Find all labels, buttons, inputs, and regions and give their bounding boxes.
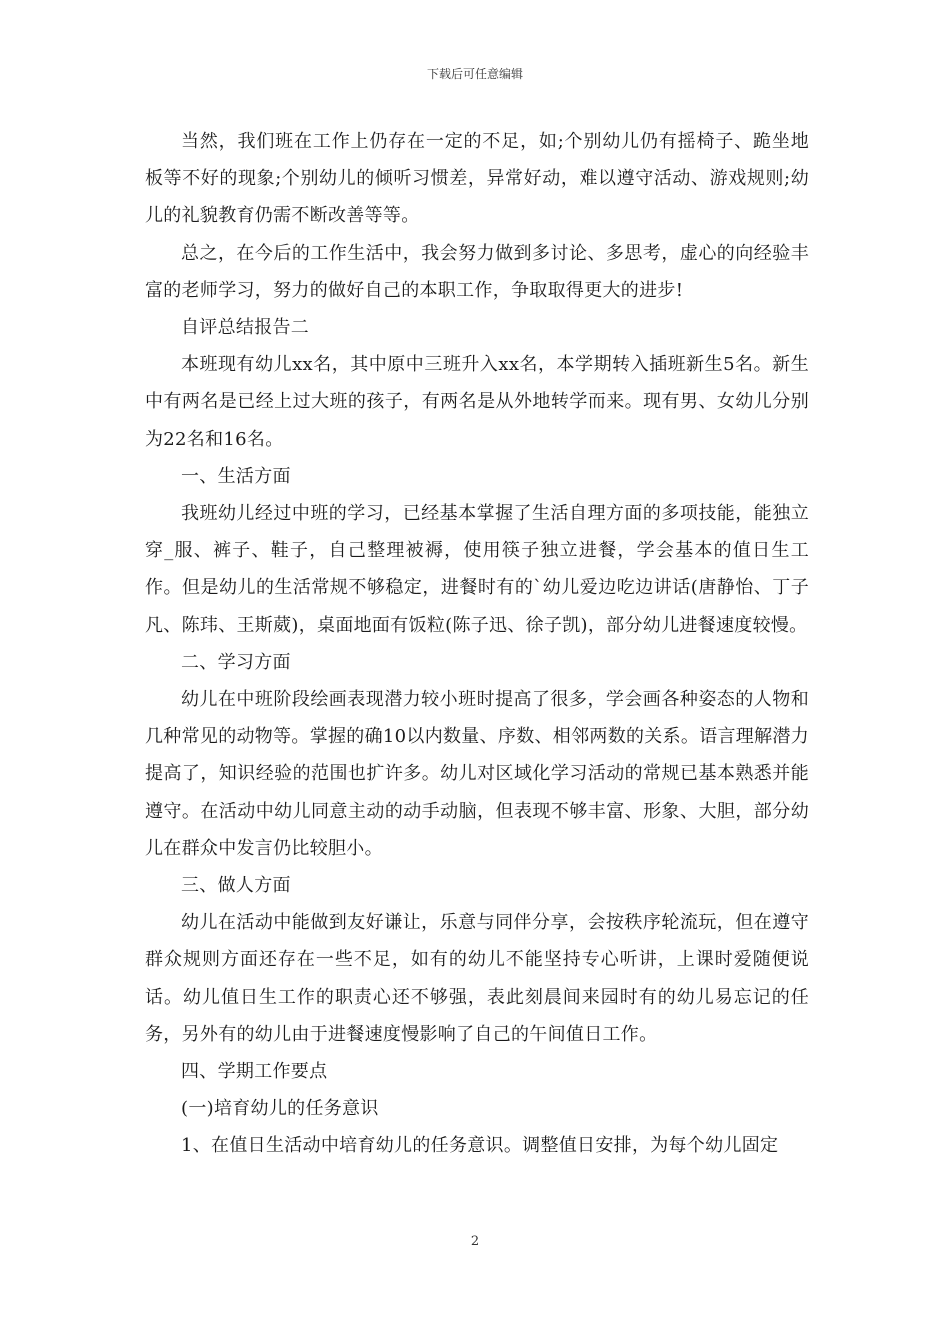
paragraph-life: 我班幼儿经过中班的学习，已经基本掌握了生活自理方面的多项技能，能独立穿_服、裤子、鞋子，自己整理被褥，使用筷子独立进餐，学会基本的值日生工作。但是幼儿的生活常规不够稳定，进餐时有的`幼儿爱边吃边讲话(唐静怡、丁子凡、陈玮、王斯葳)，桌面地面有饭粒(陈子迅、徐子凯)，部分幼儿进餐速度较慢。 — [145, 503, 809, 636]
heading-study: 二、学习方面 — [181, 651, 291, 673]
heading-work-points: 四、学期工作要点 — [181, 1061, 328, 1083]
heading-behavior: 三、做人方面 — [181, 875, 291, 897]
paragraph-study: 幼儿在中班阶段绘画表现潜力较小班时提高了很多，学会画各种姿态的人物和几种常见的动物等。掌握的确10以内数量、序数、相邻两数的关系。语言理解潜力提高了，知识经验的范围也扩许多。幼儿对区域化学习活动的常规已基本熟悉并能遵守。在活动中幼儿同意主动的动手动脑，但表现不够丰富、形象、大胆，部分幼儿在群众中发言仍比较胆小。 — [145, 689, 810, 859]
page-number: 2 — [470, 1234, 480, 1249]
paragraph-class-overview: 本班现有幼儿xx名，其中原中三班升入xx名，本学期转入插班新生5名。新生中有两名是已经上过大班的孩子，有两名是从外地转学而来。现有男、女幼儿分别为22名和16名。 — [145, 354, 809, 450]
page-header: 下载后可任意编辑 — [426, 67, 523, 81]
paragraph-shortcomings: 当然，我们班在工作上仍存在一定的不足，如;个别幼儿仍有摇椅子、跪坐地板等不好的现象;个别幼儿的倾听习惯差，异常好动，难以遵守活动、游戏规则;幼儿的礼貌教育仍需不断改善等等。 — [145, 131, 809, 227]
paragraph-conclusion: 总之，在今后的工作生活中，我会努力做到多讨论、多思考，虚心的向经验丰富的老师学习，努力的做好自己的本职工作，争取取得更大的进步! — [145, 242, 809, 301]
paragraph-duty-activity: 1、在值日生活动中培育幼儿的任务意识。调整值日安排，为每个幼儿固定 — [181, 1135, 779, 1157]
heading-life: 一、生活方面 — [181, 465, 291, 487]
paragraph-behavior: 幼儿在活动中能做到友好谦让，乐意与同伴分享，会按秩序轮流玩，但在遵守群众规则方面还存在一些不足，如有的幼儿不能坚持专心听讲，上课时爱随便说话。幼儿值日生工作的职责心还不够强，表此刻晨间来园时有的幼儿易忘记的任务，另外有的幼儿由于进餐速度慢影响了自己的午间值日工作。 — [145, 912, 809, 1045]
document-body — [145, 123, 809, 1165]
subheading-task-awareness: (一)培育幼儿的任务意识 — [181, 1098, 379, 1120]
section-title-report-two: 自评总结报告二 — [181, 317, 310, 339]
